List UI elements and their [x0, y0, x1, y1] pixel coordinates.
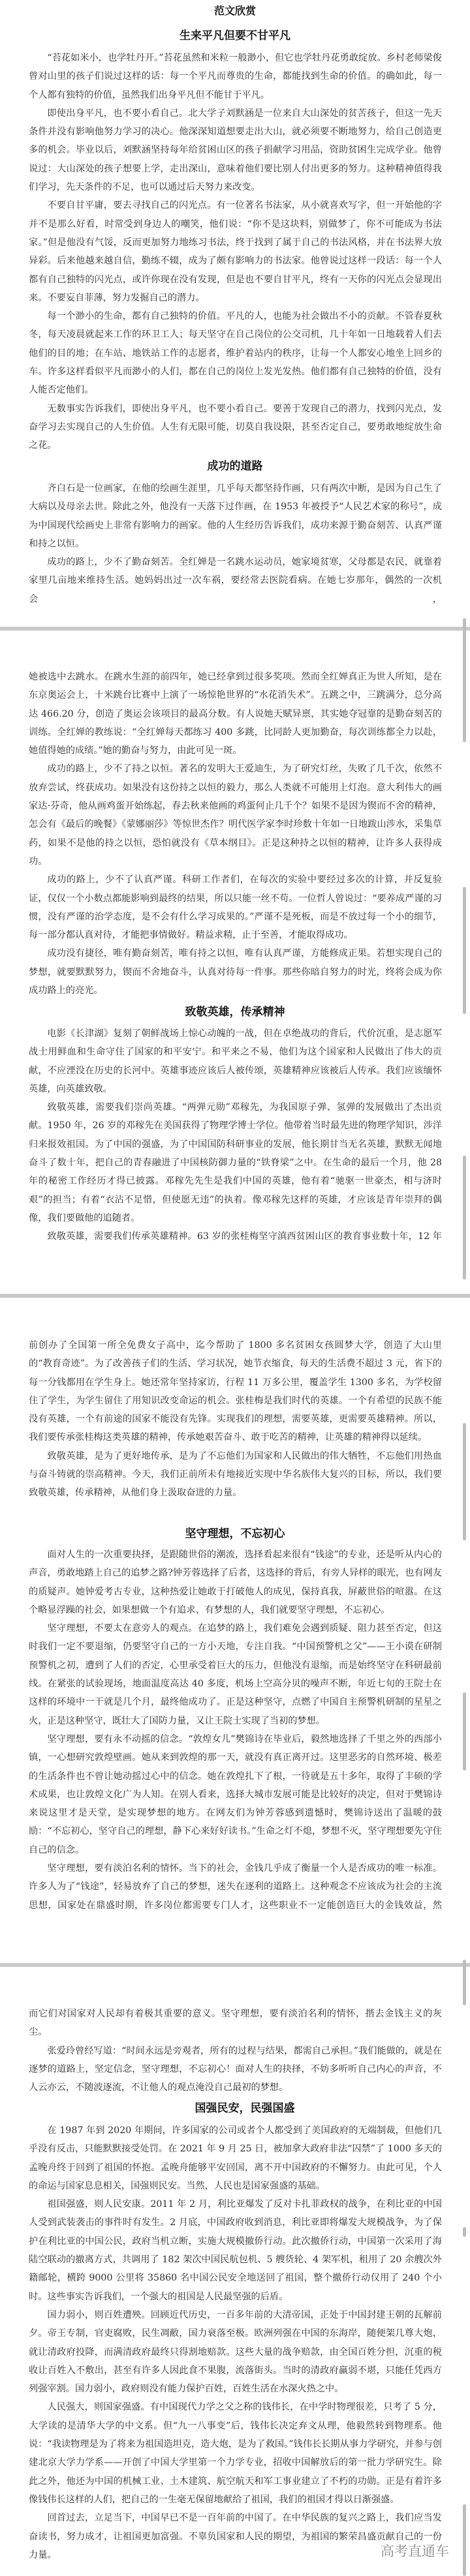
essay-body	[29, 49, 442, 455]
paragraph: 电影《长津湖》复刻了朝鲜战场上惊心动魄的一战，但在卓绝战功的背后，代价沉重，是志愿军战士用鲜血和生命守住了国家的和平安宁。和平来之不易，他们为这个国家和人民做出了伟大的贡献，不应湮没在历史的长河中。英雄事迹应该后人被传颂，英雄精神应该被后人传承。我们应该缅怀英雄，向英雄致敬。	[29, 1028, 442, 1094]
essay-body	[29, 1025, 442, 1246]
essay-title: 坚守理想，不忘初心	[185, 1527, 285, 1540]
essay-body	[29, 1336, 442, 1503]
paragraph: 张爱玲曾经写道：“时间永远是旁观者，所有的过程与结果，都需自己承担。”我们能做的，就是在逐梦的道路上，坚定信念，坚守理想，不忘初心！面对人生的抉择，不妨多听听自己内心的声音，不人云亦云，不随波逐流，不让他人的观点淹没自己最初的梦想。	[29, 2045, 442, 2093]
page-separator	[0, 1294, 470, 1298]
scrollbar-thumb[interactable]	[463, 2227, 466, 2237]
paragraph: “苔花如米小，也学牡丹开。”苔花虽然和米粒一般渺小，但它也学牡丹花勇敢绽放。乡村老师梁俊曾对山里的孩子们说过这样的话：每一个平凡而尊贵的生命，都能找到生命的价值。的确如此，每一个人都有独特的价值，虽然我们出身平凡但不能甘于平凡。	[29, 53, 442, 100]
paragraph: 致敬英雄，是为了更好地传承，是为了不忘他们为国家和人民做出的伟大牺牲，不忘他们用热血与奋斗铸就的崇高精神。今天，我们正前所未有地接近实现中华名族伟大复兴的目标，所以，我们要致敬英雄，传承精神，从他们身上汲取奋进的力量。	[29, 1450, 442, 1499]
essay-body	[29, 1546, 442, 1915]
paragraph: 人民强大，则国家强盛。有中国现代力学之父之称的钱伟长，在中学时物理很差，只考了 5 分，大学读的是清华大学的中文系。但“九一八事变”后，钱伟长决定弃文从理，他毅然转到物理系。他说：“我读物理是为了将来为祖国造坦克，造大炮，是为了救国。”钱伟长长期从事力学研究，并参与创建北京大学力学系——开创了中国大学里第一个力学专业，招收中国解放后的第一批力学研究生。除此之外，他还为中国的机械工业、土木建筑、航空航天和军工事业建立了不朽的功勋。正是有着许多像钱伟长这样的人们，把自己的一生毫无保留地献给了祖国，我们的祖国才得以日渐强盛。	[29, 2402, 442, 2505]
watermark: 高考直通车	[381, 2543, 449, 2559]
paragraph: 不要自甘平庸，要去寻找自己的闪光点。有一位著名书法家，从小就喜欢写字，但一开始他的字并不是那么好看，时常受到身边人的嘲笑，他们说：“你不是这块料，别做梦了，你不可能成为书法家。”但是他没有气馁，反而更加努力地练习书法，终于找到了属于自己的书法风格，并在书法界大放异彩。后来他越来越自信，勤练不辍，成为了颇有影响力的书法家。他曾说过这样一段话：每一个人都有自己独特的闪光点，或许你现在没有发现，但是也不要自甘平凡，终有一天你的闪光点会显现出来。不要妄自菲薄，努力发掘自己的潜力。	[29, 200, 442, 303]
scrollbar-thumb[interactable]	[463, 1156, 466, 1280]
paragraph: 致敬英雄，需要我们传承英雄精神。63 岁的张桂梅坚守滇西贫困山区的教育事业数十年，12 年	[47, 1231, 442, 1242]
page-separator	[0, 627, 470, 631]
paragraph: 成功的路上，少不了持之以恒。著名的发明大王爱迪生，为了研究灯丝，失败了几千次，依然不放弃尝试，终获成功。如果没有这份持之以恒的毅力，那么人类就不可能用上灯泡。意大利伟大的画家达·芬奇，他从画鸡蛋开始练起，春去秋来他画的鸡蛋何止几千个？如果不是因为锲而不舍的精神，怎会有《最后的晚餐》《蒙娜丽莎》等惊世杰作？明代医学家李时珍数十年如一日地跋山涉水，采集草药，如果不是他的持之以恒，恐怕就没有《草本纲目》。正是这种持之以恒的精神，让许多人获得成功。	[29, 764, 442, 867]
scrollbar-thumb[interactable]	[463, 618, 466, 742]
paragraph: 成功没有捷径，唯有勤奋刻苦，唯有持之以恒，唯有认真严谨，方能修成正果。若想实现自己的梦想，就要默默努力，锲而不舍地奋斗，认真对待每一件事。那些你暗自努力的时光，终将会成为你成功路上的亮光。	[29, 948, 442, 996]
paragraph: 国力弱小，则百姓遭殃。回顾近代历史，一百多年前的大清帝国，正处于中国封建王朝的瓦解前夕。帝王专制，官吏腐败，民生凋敝，国力衰落至极。欧洲列强在中国的东海岸，随便架几尊大炮，就让清政府投降，而满清政府最终只得割地赔款。这些大量的战争赔款，由全国百姓分担，沉重的税收让百姓入不敷出，甚至有许多人因此食不果腹，流落街头。当时的清政府羸弱不堪，只能任凭西方列强宰割。国力弱小，政府则没有能力保护百姓，百姓生活在水深火热之中。	[29, 2309, 442, 2395]
paragraph: 每一个渺小的生命，都有自己独特的价值。平凡的人，也能为社会做出不小的贡献。不管春夏秋冬，每天凌晨就起来工作的环卫工人；每天坚守在自己岗位的公交司机，几十年如一日地载着人们去他们的目的地；在车站、地铁站工作的志愿者，维护着站内的秩序，让每一个人都安心地坐上回乡的车。许多这样看似平凡而渺小的人们，都在自己的岗位上发光发热。他们都有自己独特的价值，没有人能否定他们。	[29, 311, 442, 396]
paragraph: 坚守理想，要有淡泊名利的情怀。当下的社会，金钱几乎成了衡量一个人是否成功的唯一标准。许多人为了“钱途”，轻易放弃了自己的梦想，迷失在逐利的道路上。这种观念不应该成为社会的主流思想，国家处在鼎盛时期，许多岗位都需要专门人才，这些职业不一定能创造巨大的金钱效益，然	[29, 1863, 442, 1911]
scrollbar-thumb[interactable]	[463, 2504, 466, 2576]
paragraph: 即使出身平凡，也不要小看自己。北大学子刘默涵是一位来自大山深处的贫苦孩子，但这一先天条件并没有影响他努力学习的决心。他深深知道想要走出大山，就必须要不断地努力，给自己创造更多的机会。毕业以后，刘默涵坚持每年给贫困山区的孩子捐献学习用品，资助贫困生完成学业。他曾说过：大山深处的孩子想要上学，走出深山，意味着他们要比别人付出更多的努力。这种精神值得我们学习，先天条件的不足，也可以通过后天努力来改变。	[29, 108, 442, 193]
essay-body	[29, 668, 442, 1000]
scrollbar-thumb[interactable]	[463, 1692, 466, 1771]
paragraph: 在 1987 年到 2020 年期间，许多国家的公司或者个人都受到了美国政府的无端制裁，但他们几乎没有反击，只能默默接受处罚。在 2021 年 9 月 25 日，被加拿大政府非法“囚禁”了 1000 多天的孟晚舟终于回到了祖国的怀抱。孟晚舟能够平安回国，离不开中国政府的不懈努力。由此可见，个人的命运与国家息息相关，国强则民安。当然，人民也是国家强盛的基础。	[29, 2125, 442, 2191]
essay-title: 致敬英雄，传承精神	[185, 1006, 285, 1019]
essay-body	[29, 2005, 442, 2097]
scrollbar-thumb[interactable]	[463, 887, 466, 1014]
paragraph: 面对人生的一次重要抉择，是跟随世俗的潮流，选择看起来很有“钱途”的专业，还是听从内心的声音，勇敢地踏上自己的追梦之路?钟芳蓉选择了后者，这选择的背后，有旁人异样的眼光，也有网友的质疑声。她钟爱考古专业，这种热爱让她敢于打破他人的成见，保持真我，屏蔽世俗的喧嚣。在这个略显浮躁的社会，如果想做一个有追求、有梦想的人，我们就要坚守理想，不忘初心。	[29, 1550, 442, 1615]
paragraph: 坚守理想，要有永不动摇的信念。“敦煌女儿”樊锦诗在毕业后，毅然地选择了千里之外的西部小镇，一心想研究敦煌壁画。她从来到敦煌的那一天，就没有真正离开过。这里恶劣的自然环境、极差的生活条件也不曾让她动摇过心中的信念。她在敦煌扎下了根，一待就是五十多年，取得了丰硕的学术成果，也让敦煌文化广为人知。在别人看来，选择大城市发展可能是比较好的决定，但对于樊锦诗来说这里才是天堂，是实现梦想的地方。在网友们为钟芳蓉感到遗憾时，樊锦诗送出了温暖的鼓励：“不忘初心，坚守自己的理想，静下心来好好读书。”生命之灯不熄，梦想不灭，坚守理想要先守住自己的信念。	[29, 1733, 442, 1855]
section-label: 范文欣赏	[213, 5, 256, 17]
page-separator	[0, 1963, 470, 1967]
paragraph: 无数事实告诉我们，即使出身平凡，也不要小看自己。要善于发现自己的潜力，找到闪光点，发奋学习去实现自己的人生价值。人生有无限可能，切莫自我设限，甚至否定自己，要勇敢地绽放生命之花。	[29, 403, 442, 451]
paragraph-continued: 而它们对国家对人民却有着极其重要的意义。坚守理想，要有淡泊名利的情怀，揩去金钱主义的灰尘。	[29, 2009, 442, 2038]
paragraph: 成功的路上，少不了认真严谨。科研工作者们，在每次的实验中要经过多次的计算，并反复验证，仅仅一个小数点都能影响到最终的结果，所以只能一丝不苟。一位哲人曾说过：“要养成严谨的习惯，没有严谨的治学态度，是不会有什么学习成果的。”严谨不是死板，而是不放过每一个小的细节，每一部分都认真对待，才能把事情做好。精益求精，止于至善，才能取得成功。	[29, 875, 442, 941]
essay-body	[29, 479, 442, 608]
paragraph-continued: 前创办了全国第一所全免费女子高中，迄今帮助了 1800 多名贫困女孩圆梦大学，创造了大山里的“教育奇迹”。为了改善孩子们的生活、学习状况，她节衣缩食，每天的生活费不超过 3 元，省下的每一分钱都用在学生身上。她还常年坚持家访，行程 11 万多公里，覆盖学生 1300 多名，为学校留住了学生，为学生留住了用知识改变命运的机会。张桂梅是我们时代的英雄。一个有希望的民族不能没有英雄，一个有前途的国家不能没有先锋。实现我们的理想，需要英雄，更需要英雄精神。所以，我们要传承张桂梅这类英雄的精神，传承她艰苦奋斗、敢于吃苦的精神，让英雄的精神得以延续。	[29, 1340, 442, 1443]
paragraph: 坚守理想，不要太在意旁人的观点。在追梦的路上，我们难免会遇到质疑、阻力甚至否定，但这时我们一定不要退缩，仍要坚守自己的一方小天地，专注自我。“中国预警机之父”——王小谟在研制预警机之初，遭到了人们的否定，心里承受着巨大的压力，但他没有退缩，而是始终坚守在科研最前线。在紧张的试验现场，地面温度高达 40 多度，机场上空高分贝的噪声不断，年近七旬的王院士在这样的环境中一干就是几个月，最终他成功了。正是这种坚守，点燃了中国自主预警机研制的星星之火，正是这种坚守，既壮大了国防力量，又让王院士实现了当初的梦想。	[29, 1623, 442, 1726]
essay-title: 成功的道路	[207, 460, 263, 473]
paragraph: 成功的路上，少不了勤奋刻苦。全红婵是一名跳水运动员，她家境贫寒，父母都是农民，就靠着家里几亩地来维持生活。她妈妈出过一次车祸，要经常去医院看病。在她七岁那年，偶然的一次机会，	[29, 557, 442, 605]
paragraph-continued: 她被选中去跳水。在跳水生涯的前四年，她已经拿到过很多奖项。然而全红婵真正为世人所知，是在东京奥运会上，十米跳台比赛中上演了一场惊艳世界的“水花消失术”。五跳之中，三跳满分，总分高达 466.20 分，创造了奥运会该项目的最高分数。有人说她天赋异禀，其实她夺冠靠的是勤奋刻苦的训练。全红婵的教练说：“全红婵每天都练习 400 多跳，比同龄人更加勤奋，每次训练都全力以赴，她值得她的成绩。”她的勤奋与努力，由此可见一斑。	[29, 672, 442, 756]
paragraph: 回首过去，立足当下，中国早已不是一百年前的中国了。在中华民族的复兴之路上，我们应当发奋读书，努力成才，让祖国更加富强。不辜负国家和人民的期望，为祖国的繁荣昌盛贡献自己的一份力量。	[29, 2513, 442, 2560]
essay-title: 生来平凡但要不甘平凡	[180, 29, 290, 42]
paragraph: 致敬英雄，需要我们崇尚英雄。“两弹元勋”邓稼先，为我国原子弹、氢弹的发展做出了杰出贡献。1950 年，26 岁的邓稼先在美国获得了物理学博士学位。他带着当时最先进的物理学知识，涉洋归来报效祖国。为了中国的强盛，为了中国国防科研事业的发展，他长期甘当无名英雄，默默无闻地奋斗了数十年，把自己的青春融进了中国核防御力量的“铁脊梁”之中。在生命的最后一个月，他 28 年的秘密工作经历才得已披露。邓稼先先生是我们中国的英雄，他有着“驰驱一世豪杰，相与济时艰”的担当；有着“衣沾不足惜，但使愿无违”的执着。像邓稼先这样的英雄，才应该是青年崇拜的偶像，我们要做他的追随者。	[29, 1102, 442, 1223]
paragraph: 祖国强盛，则人民安康。2011 年 2 月，利比亚爆发了反对卡扎菲政权的战争，在利比亚的中国人受到武装袭击的事件时有发生。2 月底，中国政府收到消息，利比亚即将爆发大规模战争，为了保护在利比亚的中国公民，政府当机立断，实施大规模撤侨行动。此次撤侨行动，中国第一次采用了海陆空联动的撤离方式，共调用了 182 架次中国民航包机、5 艘货轮、4 架军机，租用了 20 余艘次外籍邮轮，横跨 9000 公里将 35860 名中国公民安全地送回了祖国，整个撤侨行动仅用了 240 个小时。这些事实告诉我们，一个强大的祖国是人民最坚强的后盾。	[29, 2199, 442, 2302]
essay-body	[29, 2121, 442, 2564]
scrollbar-thumb[interactable]	[463, 1423, 466, 1540]
essay-title: 国强民安，民强国盛	[195, 2102, 295, 2115]
paragraph: 齐白石是一位画家，在他的绘画生涯里，几乎每天都坚持作画，只有两次中断，是因为自己生了大病以及母亲去世。除此之外，他没有一天落下过作画，在 1953 年被授予“人民艺术家的称号”，成为中国现代绘画史上非常有影响力的画家。他的人生经历告诉我们，成功来源于勤奋刻苦、认真严谨和持之以恒。	[29, 483, 442, 549]
scrollbar-thumb[interactable]	[463, 1960, 466, 2005]
